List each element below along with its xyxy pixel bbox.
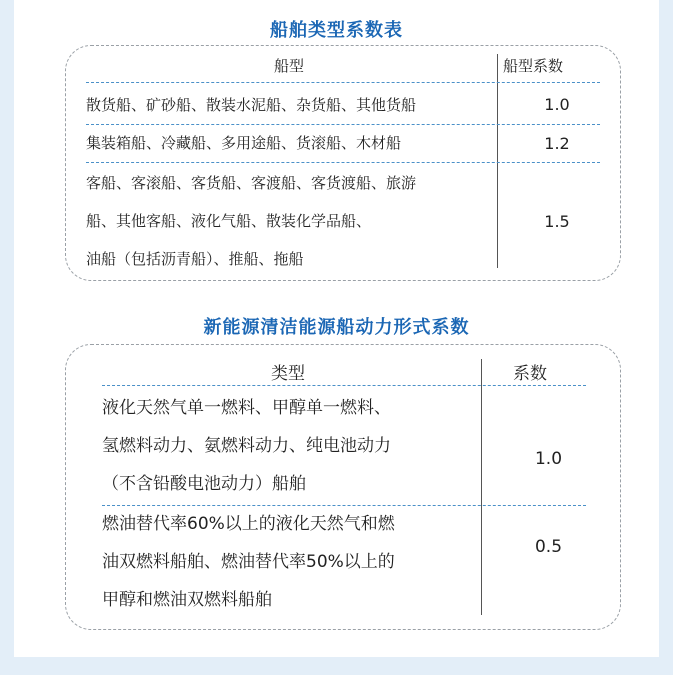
table1-row-factor: 1.2	[544, 134, 570, 153]
table2-row-type: （不含铅酸电池动力）船舶	[102, 474, 306, 494]
table1-row-type: 集装箱船、冷藏船、多用途船、货滚船、木材船	[86, 134, 402, 152]
table2-row-type: 油双燃料船舶、燃油替代率50%以上的	[102, 552, 395, 572]
clean-energy-ship-factor-table	[65, 344, 621, 630]
table2-row-type: 燃油替代率60%以上的液化天然气和燃	[102, 514, 395, 534]
ship-type-factor-table	[65, 45, 621, 281]
table1-header-factor: 船型系数	[503, 57, 564, 75]
table1-title: 船舶类型系数表	[270, 20, 403, 41]
table2-header-factor: 系数	[513, 364, 547, 384]
table1-header-divider	[86, 82, 600, 83]
table2-row-type: 液化天然气单一燃料、甲醇单一燃料、	[102, 398, 391, 418]
table2-row-type: 甲醇和燃油双燃料船舶	[102, 590, 272, 610]
table1-row-factor: 1.5	[544, 212, 570, 231]
table1-row-type: 船、其他客船、液化气船、散装化学品船、	[86, 212, 372, 230]
bottom-margin-band	[0, 657, 673, 675]
table2-header-type: 类型	[271, 364, 305, 384]
table1-column-divider	[497, 54, 498, 268]
table2-row-factor: 0.5	[534, 537, 563, 557]
table2-row-factor: 1.0	[534, 449, 563, 469]
table2-header-divider	[102, 385, 586, 386]
table1-row-type: 客船、客滚船、客货船、客渡船、客货渡船、旅游	[86, 174, 417, 192]
table1-header-type: 船型	[274, 57, 305, 75]
table1-row-type: 油船（包括沥青船）、推船、拖船	[86, 250, 304, 268]
table1-row-type: 散货船、矿砂船、散装水泥船、杂货船、其他货船	[86, 96, 417, 114]
table2-column-divider	[481, 359, 482, 615]
table2-row-type: 氢燃料动力、氨燃料动力、纯电池动力	[102, 436, 391, 456]
table2-title: 新能源清洁能源船动力形式系数	[203, 317, 470, 338]
table1-row-factor: 1.0	[544, 95, 570, 114]
table1-row-divider	[86, 162, 600, 163]
